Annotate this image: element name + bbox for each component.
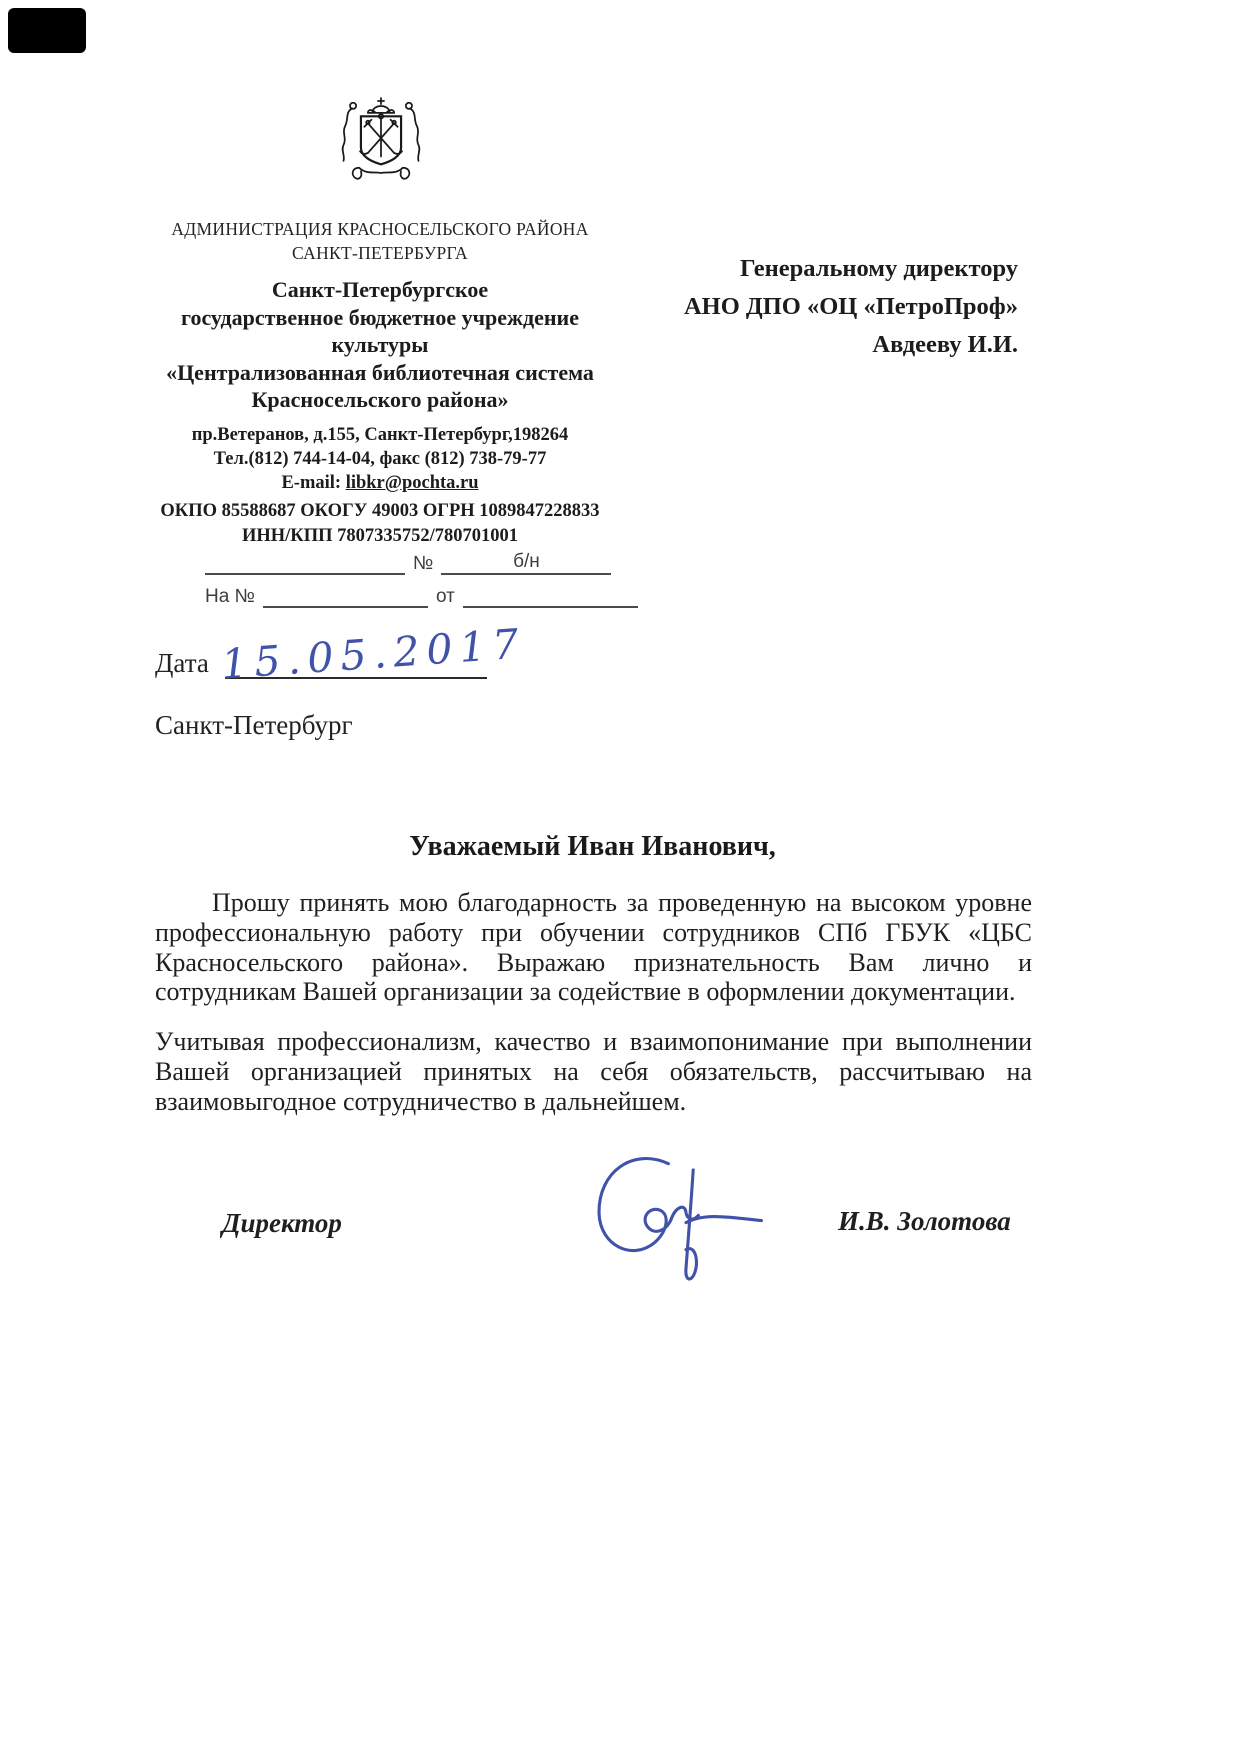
email-label: E-mail: bbox=[281, 473, 342, 493]
authority-line-2: САНКТ-ПЕТЕРБУРГА bbox=[292, 242, 468, 263]
org-line-1: Санкт-Петербургское bbox=[271, 277, 489, 302]
salutation: Уважаемый Иван Иванович, bbox=[409, 831, 776, 862]
incoming-number-blank bbox=[263, 584, 428, 608]
outgoing-number-value: б/н bbox=[513, 551, 540, 572]
reference-fields bbox=[205, 551, 665, 617]
recipient-position: Генеральному директору bbox=[740, 255, 1018, 282]
date-row bbox=[155, 619, 528, 692]
org-line-5: Красносельского района» bbox=[251, 387, 509, 412]
contact-info bbox=[110, 423, 650, 495]
outgoing-date-blank bbox=[205, 551, 405, 575]
body-paragraph-2: Учитывая профессионализм, качество и взаимопонимание при выполнении Вашей организацией принятых на себя обязательств, рассчитываю на взаимовыгодное сотрудничество в дальнейшем. bbox=[155, 1027, 1032, 1116]
authority-line-1: АДМИНИСТРАЦИЯ КРАСНОСЕЛЬСКОГО РАЙОНА bbox=[171, 219, 589, 239]
handwritten-date: 15.05.2017 bbox=[219, 619, 528, 689]
postal-address: пр.Ветеранов, д.155, Санкт-Петербург,198264 bbox=[191, 425, 569, 445]
org-line-2: государственное бюджетное учреждение bbox=[181, 304, 579, 330]
organization-name bbox=[110, 276, 650, 414]
phone-fax: Тел.(812) 744-14-04, факс (812) 738-79-77 bbox=[213, 449, 547, 469]
registry-codes bbox=[90, 499, 670, 548]
spb-coat-of-arms-icon bbox=[333, 92, 429, 186]
number-sign-label: № bbox=[413, 553, 434, 574]
issuing-authority bbox=[120, 218, 640, 265]
outgoing-number-blank bbox=[441, 551, 611, 575]
incoming-number-row bbox=[205, 584, 665, 608]
date-label: Дата bbox=[155, 648, 209, 678]
ot-label: от bbox=[435, 586, 455, 607]
handwritten-signature bbox=[565, 1143, 780, 1293]
inn-kpp-line: ИНН/КПП 7807335752/780701001 bbox=[241, 525, 519, 546]
signer-name: И.В. Золотова bbox=[838, 1206, 1011, 1236]
na-number-label: На № bbox=[205, 586, 255, 607]
signer-title: Директор bbox=[222, 1208, 342, 1238]
body-paragraph-1: Прошу принять мою благодарность за проведенную на высоком уровне профессиональную работу при обучении сотрудников СПб ГБУК «ЦБС Красносельского района». Выражаю признательность Вам лично и сотрудникам Вашей организации за содействие в оформлении документации. bbox=[155, 888, 1032, 1007]
okpo-ogrn-line: ОКПО 85588687 ОКОГУ 49003 ОГРН 1089847228833 bbox=[160, 501, 600, 521]
scan-corner-redaction-mark bbox=[8, 8, 86, 53]
email-line bbox=[110, 471, 650, 495]
email-address: libkr@pochta.ru bbox=[345, 473, 479, 493]
recipient-person: Авдееву И.И. bbox=[872, 331, 1018, 358]
incoming-date-blank bbox=[463, 584, 638, 608]
recipient-address bbox=[600, 250, 1018, 364]
city-line: Санкт-Петербург bbox=[155, 710, 353, 740]
org-line-3: культуры bbox=[331, 332, 429, 357]
outgoing-number-row bbox=[205, 551, 665, 575]
org-line-4: «Централизованная библиотечная система bbox=[166, 359, 594, 385]
recipient-organization: АНО ДПО «ОЦ «ПетроПроф» bbox=[683, 293, 1018, 320]
